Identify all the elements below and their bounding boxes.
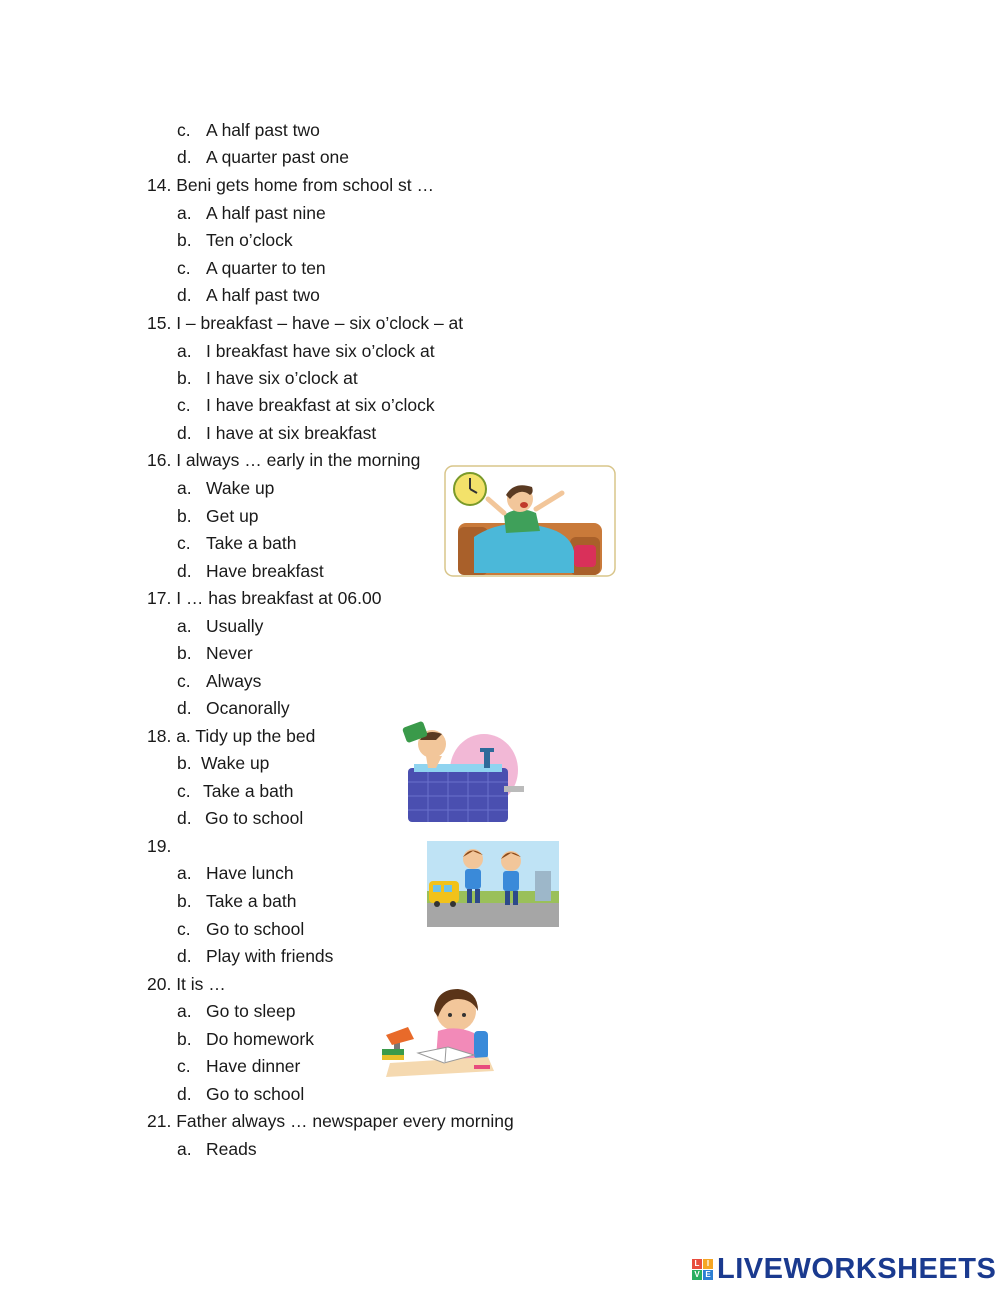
option-letter: a. [177,1139,192,1159]
mark-letter: V [692,1270,702,1280]
mark-letter: L [692,1259,702,1269]
q16-option-b[interactable]: Get up [206,506,259,526]
option-letter: d. [177,808,192,828]
option-letter: c. [177,533,191,553]
q20-option-d[interactable]: Go to school [206,1084,305,1104]
option-letter: c. [177,120,191,140]
q21-option-a[interactable]: Reads [206,1139,257,1159]
q20-option-b[interactable]: Do homework [206,1029,314,1049]
option-letter: b. [177,643,192,663]
option-letter: b. [177,1029,192,1049]
girl-doing-homework-illustration [378,987,502,1079]
brand-name: LIVEWORKSHEETS [717,1252,997,1285]
q14-option-d[interactable]: A half past two [206,285,320,305]
question-21-prompt: 21. Father always … newspaper every morning [147,1111,514,1131]
option-letter: a. [177,863,192,883]
option-letter: d. [177,147,192,167]
option-letter: d. [177,423,192,443]
option-letter: a. [177,203,192,223]
q20-option-c[interactable]: Have dinner [206,1056,301,1076]
q16-option-d[interactable]: Have breakfast [206,561,324,581]
option-letter: b. [177,506,192,526]
q15-option-b[interactable]: I have six o’clock at [206,368,358,388]
question-17-prompt: 17. I … has breakfast at 06.00 [147,588,382,608]
q19-option-c[interactable]: Go to school [206,919,305,939]
question-15-prompt: 15. I – breakfast – have – six o’clock – at [147,313,464,333]
q19-option-b[interactable]: Take a bath [206,891,297,911]
option-text: A half past two [206,120,320,140]
q15-option-d[interactable]: I have at six breakfast [206,423,377,443]
option-letter: a. [177,616,192,636]
option-letter: c. [177,671,191,691]
mark-letter: I [703,1259,713,1269]
option-letter: c. [177,919,191,939]
q20-option-a[interactable]: Go to sleep [206,1001,296,1021]
q16-option-c[interactable]: Take a bath [206,533,297,553]
q15-option-c[interactable]: I have breakfast at six o’clock [206,395,435,415]
option-letter: d. [177,1084,192,1104]
boy-bathing-illustration [396,720,526,828]
q18-option-c[interactable]: Take a bath [203,781,294,801]
option-letter: c. [177,395,191,415]
question-20-prompt: 20. It is … [147,974,226,994]
q14-option-a[interactable]: A half past nine [206,203,326,223]
option-letter: d. [177,946,192,966]
option-letter: a. [177,1001,192,1021]
q18-option-d[interactable]: Go to school [205,808,304,828]
q17-option-b[interactable]: Never [206,643,253,663]
mark-letter: E [703,1270,713,1280]
option-text: A quarter past one [206,147,350,167]
q15-option-a[interactable]: I breakfast have six o’clock at [206,341,435,361]
question-16-prompt: 16. I always … early in the morning [147,450,421,470]
option-letter: d. [177,285,192,305]
q17-option-c[interactable]: Always [206,671,262,691]
q19-option-a[interactable]: Have lunch [206,863,294,883]
option-letter: b. [177,230,192,250]
question-19-prompt: 19. [147,836,172,856]
q16-option-a[interactable]: Wake up [206,478,275,498]
question-18-prompt: 18. a. Tidy up the bed [147,726,316,746]
liveworksheets-logo [692,1252,996,1286]
q14-option-b[interactable]: Ten o’clock [206,230,293,250]
liveworksheets-mark-icon [692,1259,713,1280]
boy-waking-up-illustration [444,465,616,577]
question-14-prompt: 14. Beni gets home from school st … [147,175,434,195]
option-letter: a. [177,341,192,361]
option-letter: c. [177,1056,191,1076]
option-letter: c. [177,258,191,278]
q17-option-a[interactable]: Usually [206,616,264,636]
option-letter: b. [177,368,192,388]
option-letter: b. [177,891,192,911]
q18-option-b[interactable]: Wake up [201,753,270,773]
option-letter: d. [177,561,192,581]
option-letter: b. [177,753,192,773]
boys-going-to-school-illustration [427,841,559,927]
q14-option-c[interactable]: A quarter to ten [206,258,326,278]
option-letter: a. [177,478,192,498]
q19-option-d[interactable]: Play with friends [206,946,334,966]
option-letter: c. [177,781,191,801]
option-letter: d. [177,698,192,718]
q17-option-d[interactable]: Ocanorally [206,698,290,718]
